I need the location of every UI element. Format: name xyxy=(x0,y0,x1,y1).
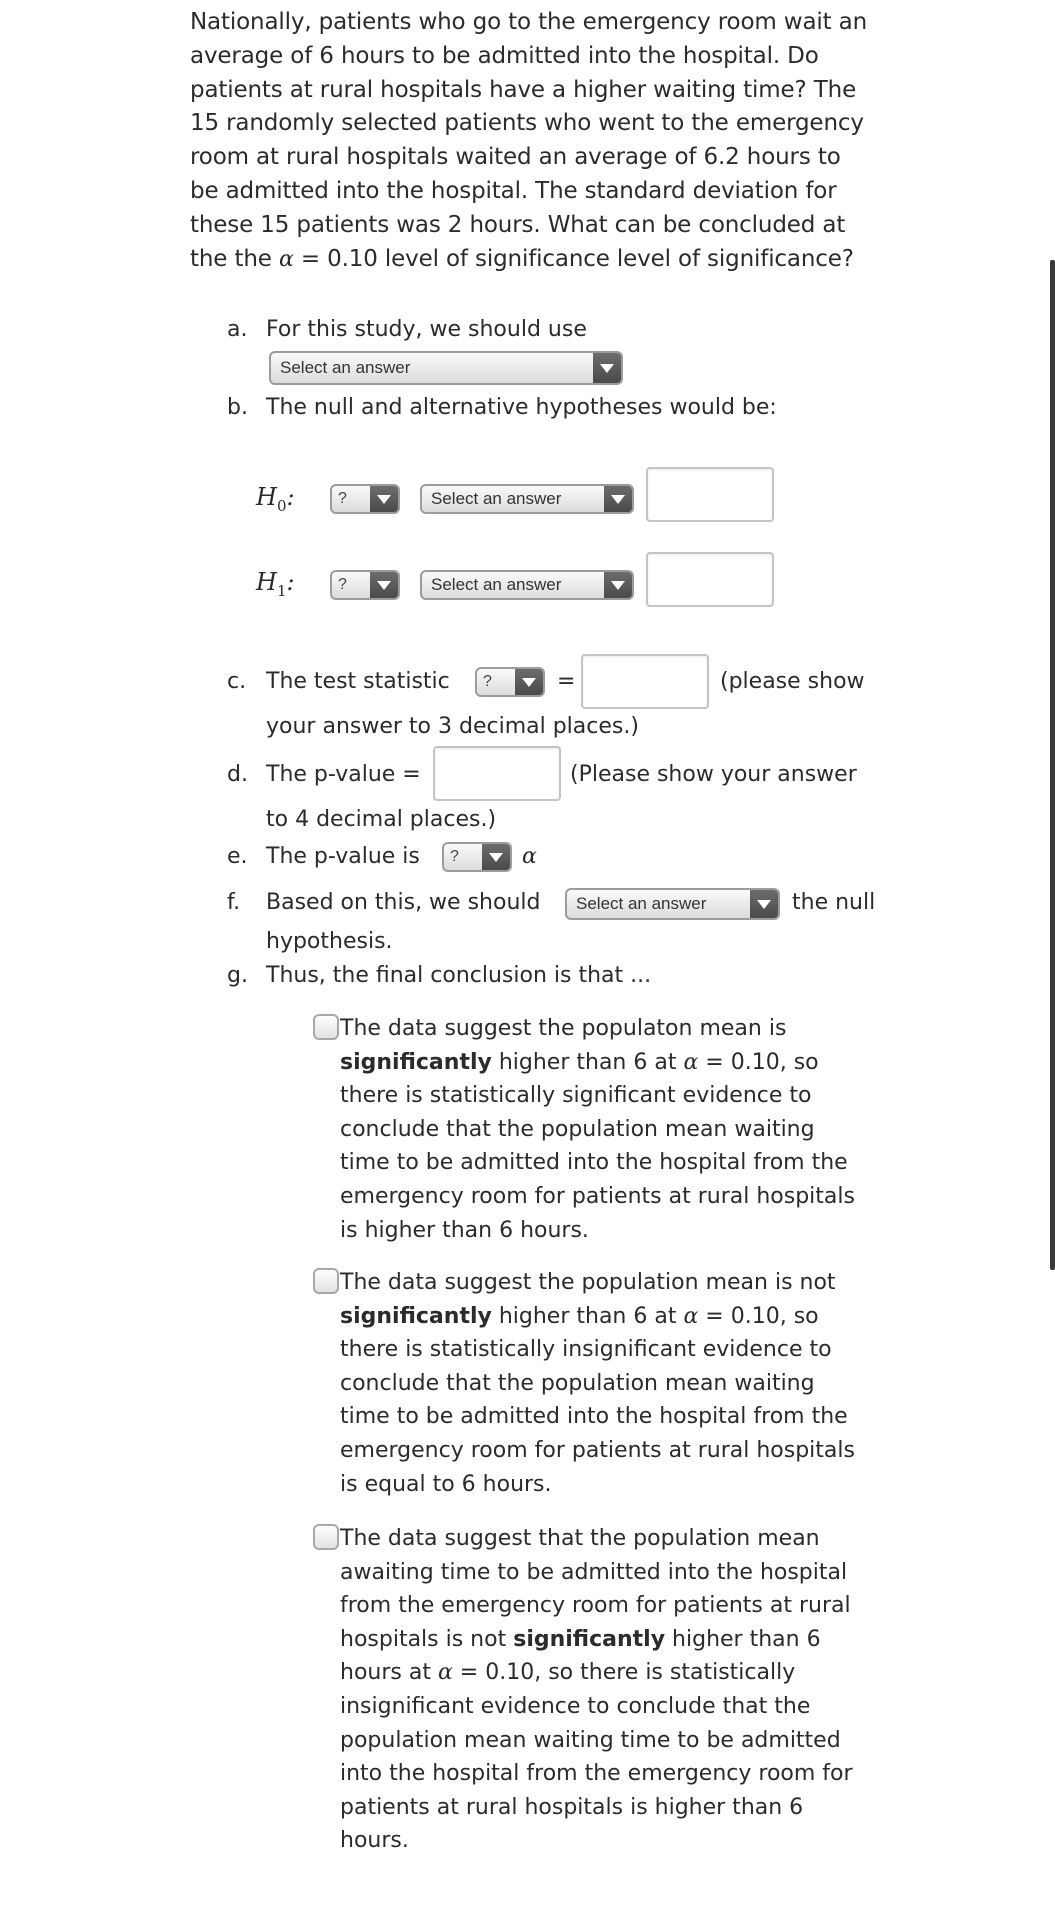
select-value: Select an answer xyxy=(576,894,707,913)
option-text: = 0.10, so xyxy=(698,1303,819,1329)
problem-statement xyxy=(190,6,890,276)
intro-line: 15 randomly selected patients who went to the emergency xyxy=(190,110,864,137)
intro-line: room at rural hospitals waited an average of 6.2 hours to xyxy=(190,144,841,171)
option-line: there is statistically insignificant evidence to xyxy=(340,1337,832,1363)
question-a-label: a. xyxy=(227,317,248,342)
conclusion-option-3-text xyxy=(340,1522,900,1858)
question-c-note: your answer to 3 decimal places.) xyxy=(266,714,639,739)
select-value: ? xyxy=(450,848,459,865)
decision-select[interactable] xyxy=(565,888,780,920)
intro-line: patients at rural hospitals have a higher waiting time? The xyxy=(190,76,857,103)
chevron-down-icon xyxy=(593,353,621,383)
option-line: patients at rural hospitals is higher than 6 xyxy=(340,1794,804,1820)
option-text: higher than 6 at xyxy=(491,1049,684,1075)
question-c-text: The test statistic xyxy=(266,669,450,694)
alpha-symbol: α xyxy=(278,246,294,272)
select-value: Select an answer xyxy=(431,489,562,508)
question-b-text: The null and alternative hypotheses would be: xyxy=(266,395,777,420)
chevron-down-icon xyxy=(750,890,778,918)
h1-value-input[interactable] xyxy=(646,552,774,607)
option-line: awaiting time to be admitted into the hospital xyxy=(340,1559,848,1585)
intro-text: the the xyxy=(190,245,272,272)
h0-parameter-select[interactable] xyxy=(330,484,400,514)
question-d-text: The p-value = xyxy=(266,762,421,787)
chevron-down-icon xyxy=(370,572,398,598)
chevron-down-icon xyxy=(515,669,543,695)
h0-subscript: 0 xyxy=(276,496,287,515)
option-line: conclude that the population mean waiting xyxy=(340,1370,815,1396)
question-d-note: (Please show your answer xyxy=(570,762,857,787)
option-line xyxy=(340,1623,900,1657)
option-line: there is statistically significant evidence to xyxy=(340,1083,812,1109)
question-g-label: g. xyxy=(227,963,248,988)
option-line: The data suggest the population mean is not xyxy=(340,1270,836,1295)
option-line: emergency room for patients at rural hospitals xyxy=(340,1183,855,1209)
intro-line xyxy=(190,243,890,277)
bold-text: significantly xyxy=(340,1303,492,1329)
alpha-symbol: α xyxy=(522,844,537,869)
option-line: insignificant evidence to conclude that the xyxy=(340,1693,811,1719)
h1-letter: H xyxy=(256,568,277,596)
option-line xyxy=(340,1046,900,1080)
conclusion-option-1-checkbox[interactable] xyxy=(313,1014,339,1040)
option-line: is higher than 6 hours. xyxy=(340,1217,589,1243)
select-value: ? xyxy=(338,576,347,593)
conclusion-option-3-checkbox[interactable] xyxy=(313,1524,339,1550)
conclusion-option-2-text xyxy=(340,1266,900,1501)
intro-text: = 0.10 level of significance level of significance? xyxy=(300,245,854,272)
question-d-label: d. xyxy=(227,762,248,787)
test-statistic-type-select[interactable] xyxy=(475,667,545,697)
question-f-text: Based on this, we should xyxy=(266,890,541,915)
question-e-text: The p-value is xyxy=(266,844,420,869)
question-b-label: b. xyxy=(227,395,248,420)
p-value-input[interactable] xyxy=(433,746,561,801)
option-line: into the hospital from the emergency room for xyxy=(340,1761,853,1787)
scrollbar[interactable] xyxy=(1050,260,1055,1270)
intro-line: be admitted into the hospital. The standard deviation for xyxy=(190,177,837,204)
select-value: ? xyxy=(483,673,492,690)
question-c-label: c. xyxy=(227,669,247,694)
h1-label xyxy=(256,567,295,606)
option-line: population mean waiting time to be admitted xyxy=(340,1727,841,1753)
chevron-down-icon xyxy=(604,572,632,598)
h0-letter: H xyxy=(256,483,277,511)
conclusion-option-2-checkbox[interactable] xyxy=(313,1268,339,1294)
option-text: hours at xyxy=(340,1660,438,1686)
option-line xyxy=(340,1656,900,1690)
select-value: Select an answer xyxy=(280,358,411,377)
option-text: hospitals is not xyxy=(340,1626,514,1652)
bold-text: significantly xyxy=(513,1626,666,1652)
option-line: The data suggest the populaton mean is xyxy=(340,1016,787,1041)
intro-line: Nationally, patients who go to the emergency room wait an xyxy=(190,9,868,35)
study-type-select[interactable] xyxy=(269,351,623,385)
option-line: emergency room for patients at rural hospitals xyxy=(340,1437,855,1463)
p-value-comparison-select[interactable] xyxy=(442,842,512,872)
h0-label xyxy=(256,482,295,521)
h1-operator-select[interactable] xyxy=(420,570,634,600)
option-line xyxy=(340,1300,900,1334)
select-value: ? xyxy=(338,490,347,507)
h0-value-input[interactable] xyxy=(646,467,774,522)
chevron-down-icon xyxy=(482,844,510,870)
option-line: hours. xyxy=(340,1828,409,1854)
option-text: = 0.10, so xyxy=(698,1049,819,1075)
chevron-down-icon xyxy=(604,486,632,512)
intro-line: these 15 patients was 2 hours. What can be concluded at xyxy=(190,211,846,238)
question-a-text: For this study, we should use xyxy=(266,317,587,342)
question-d-note: to 4 decimal places.) xyxy=(266,807,497,832)
question-f-line2: hypothesis. xyxy=(266,929,393,954)
question-c-note: (please show xyxy=(720,669,865,694)
intro-line: average of 6 hours to be admitted into the hospital. Do xyxy=(190,42,819,69)
option-line: is equal to 6 hours. xyxy=(340,1471,552,1497)
option-line: from the emergency room for patients at rural xyxy=(340,1593,851,1619)
question-g-text: Thus, the final conclusion is that ... xyxy=(266,963,652,988)
question-e-label: e. xyxy=(227,844,248,869)
h1-parameter-select[interactable] xyxy=(330,570,400,600)
h1-subscript: 1 xyxy=(276,581,287,600)
option-text: = 0.10, so there is statistically xyxy=(452,1660,796,1686)
option-line: time to be admitted into the hospital from the xyxy=(340,1150,848,1176)
h0-colon: : xyxy=(286,483,295,511)
h1-colon: : xyxy=(286,568,295,596)
option-text: higher than 6 xyxy=(665,1626,821,1652)
alpha-symbol: α xyxy=(683,1303,699,1329)
alpha-symbol: α xyxy=(683,1049,699,1075)
test-statistic-input[interactable] xyxy=(581,654,709,709)
equals-sign: = xyxy=(557,669,576,694)
option-line: time to be admitted into the hospital from the xyxy=(340,1404,848,1430)
question-f-after: the null xyxy=(792,890,876,915)
option-text: higher than 6 at xyxy=(491,1303,684,1329)
h0-operator-select[interactable] xyxy=(420,484,634,514)
option-line: The data suggest that the population mean xyxy=(340,1526,820,1551)
conclusion-option-1-text xyxy=(340,1012,900,1247)
select-value: Select an answer xyxy=(431,575,562,594)
chevron-down-icon xyxy=(370,486,398,512)
alpha-symbol: α xyxy=(437,1660,453,1686)
question-f-label: f. xyxy=(227,890,241,915)
bold-text: significantly xyxy=(340,1049,492,1075)
option-line: conclude that the population mean waiting xyxy=(340,1116,815,1142)
